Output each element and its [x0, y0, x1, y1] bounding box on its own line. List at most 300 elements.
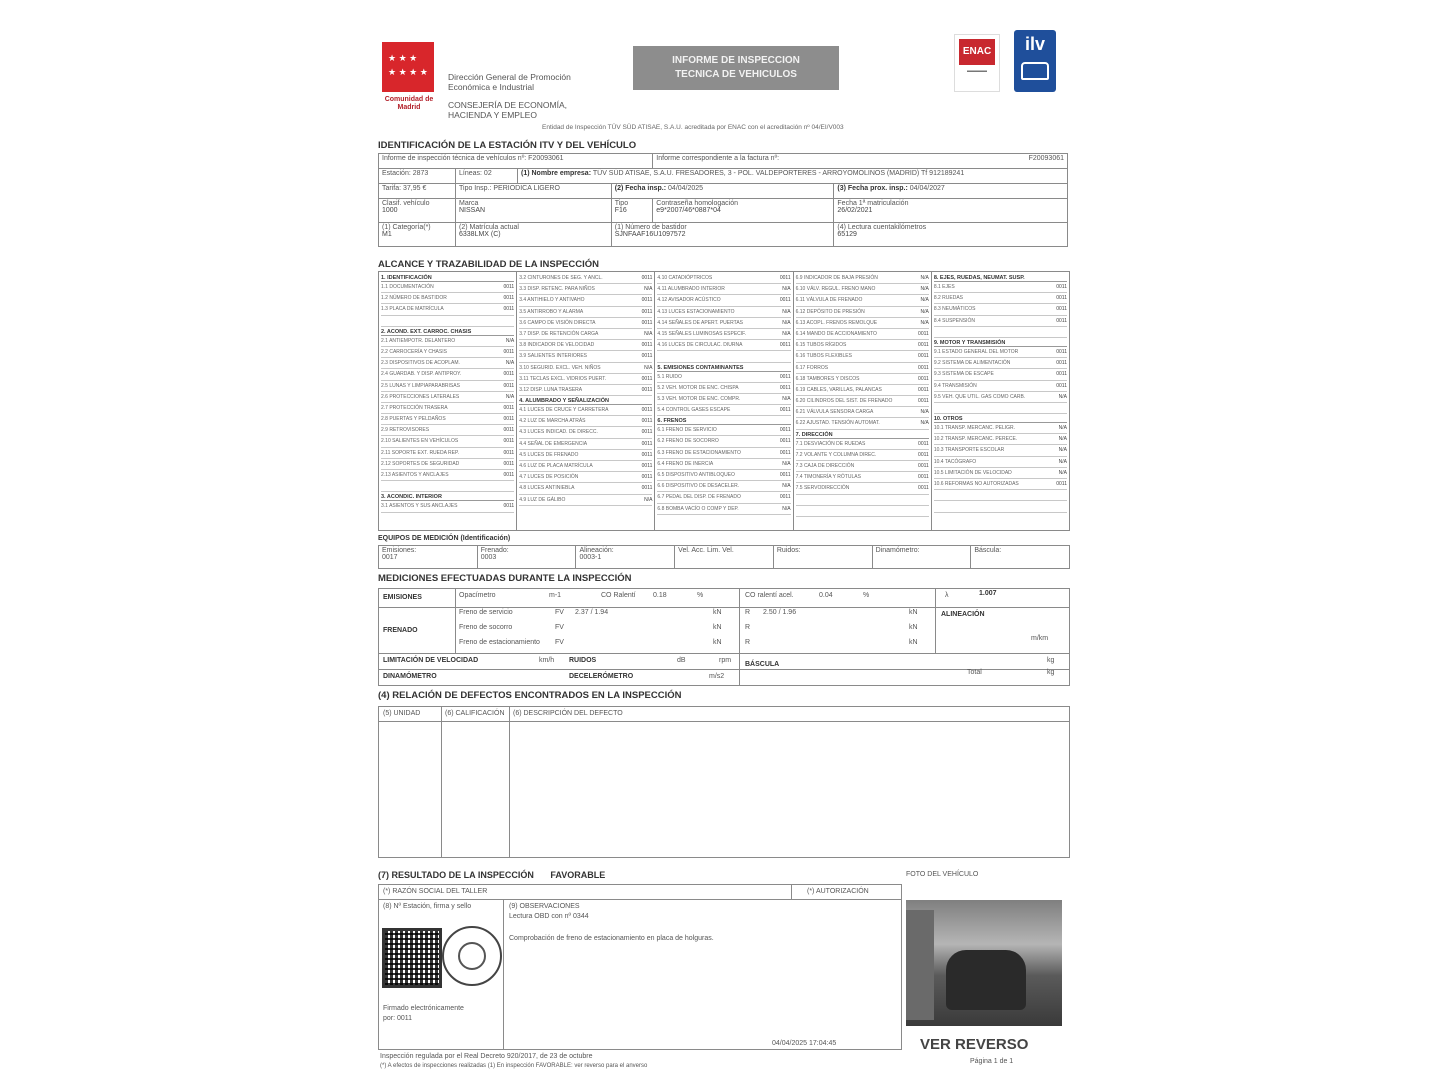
scope-item-status: 0011: [918, 375, 929, 382]
scope-item-status: N/A: [920, 286, 929, 293]
brake-row-label: Freno de estacionamiento: [459, 639, 540, 646]
scope-item-name: 8.4 SUSPENSIÓN: [933, 317, 975, 324]
scope-item-status: 0011: [503, 306, 515, 313]
equipment-value: 0003-1: [579, 554, 602, 561]
scope-item-name: 4.5 LUCES DE FRENADO: [519, 451, 579, 458]
brake-front-unit: kN: [713, 609, 722, 616]
scope-item: [934, 293, 1067, 304]
bascula-unit-2: kg: [1047, 669, 1055, 676]
plate-number: 6338LMX (C): [459, 231, 501, 238]
scope-item-name: 3.12 DISP. LUNA TRASERA: [519, 386, 583, 393]
scope-item: [934, 457, 1067, 468]
scope-item: [519, 495, 652, 506]
page-number: Página 1 de 1: [970, 1058, 1014, 1065]
emisiones-label: EMISIONES: [383, 594, 422, 601]
scope-item-status: N/A: [920, 420, 929, 427]
scope-item: [381, 336, 514, 347]
bascula-total-label: Total: [967, 669, 982, 676]
madrid-flag-icon: ★ ★ ★ ★ ★ ★ ★: [382, 42, 434, 92]
scope-item-status: 0011: [779, 449, 791, 456]
scope-item-status: N/A: [782, 308, 791, 315]
scope-item-status: 0011: [1056, 348, 1068, 355]
scope-item-status: N/A: [505, 393, 515, 400]
station-number: 2873: [412, 170, 429, 177]
equipment-row: [378, 545, 1070, 569]
scope-item-status: 0011: [641, 418, 653, 425]
observations-label: (9) OBSERVACIONES: [509, 903, 580, 910]
scope-item-status: N/A: [644, 496, 653, 503]
scope-item: [934, 445, 1067, 456]
scope-item: [934, 468, 1067, 479]
lambda-label: λ: [945, 592, 949, 599]
scope-item-name: 2.12 SOPORTES DE SEGURIDAD: [381, 460, 460, 467]
scope-item-name: 4.8 LUCES ANTINIEBLA: [519, 485, 575, 492]
scope-item-name: 3.1 ASIENTOS Y SUS ANCLAJES: [381, 503, 458, 510]
scope-item: [934, 381, 1067, 392]
scope-item-status: 0011: [641, 375, 653, 382]
scope-item-status: 0011: [641, 407, 653, 414]
scope-item: [934, 479, 1067, 490]
bascula-unit-1: kg: [1047, 657, 1055, 664]
scope-item: [381, 304, 514, 315]
scope-item: [519, 329, 652, 340]
scope-item: [519, 483, 652, 494]
identification-title: IDENTIFICACIÓN DE LA ESTACIÓN ITV Y DEL VEHÍCULO: [378, 140, 637, 151]
scope-item-name: 3.11 TECLAS EXCL. VIDRIOS PUERT.: [519, 375, 607, 382]
scope-item: [519, 351, 652, 362]
limitacion-unit: km/h: [539, 657, 555, 664]
org-line-2: Económica e Industrial: [448, 82, 534, 92]
car-icon: [1021, 62, 1049, 80]
scope-item-name: 4.7 LUCES DE POSICIÓN: [519, 474, 579, 481]
scope-item-status: 0011: [1056, 284, 1068, 290]
scope-item: [381, 293, 514, 304]
enac-logo: ENAC ▬▬▬▬: [954, 34, 1000, 92]
scope-item: [657, 273, 790, 284]
scope-item-name: 6.4 FRENO DE INERCIA: [657, 460, 714, 467]
scope-item-name: 2.7 PROTECCIÓN TRASERA: [381, 404, 448, 411]
scope-item-status: 0011: [503, 371, 515, 378]
scope-item-status: 0011: [503, 503, 515, 510]
scope-item-name: 6.17 FORROS: [795, 364, 829, 371]
scope-item-name: 6.1 FRENO DE SERVICIO: [657, 427, 717, 434]
inspection-report-page: [372, 28, 1072, 1074]
ruidos-rpm-unit: rpm: [719, 657, 732, 664]
brake-rear-label: R: [745, 624, 751, 631]
scope-item-status: 0011: [641, 319, 653, 326]
scope-item-name: 8.3 NEUMÁTICOS: [933, 306, 976, 313]
scope-item: [519, 340, 652, 351]
scope-item: [934, 304, 1067, 315]
scope-section-heading: 6. FRENOS: [657, 418, 790, 425]
scope-column: [932, 272, 1069, 530]
observation-1: Lectura OBD con nº 0344: [509, 913, 589, 920]
scope-item-name: 6.20 CILINDROS DEL SIST. DE FRENADO: [795, 398, 893, 405]
scope-column: [379, 272, 517, 530]
scope-item: [657, 307, 790, 318]
brake-rear-unit: kN: [909, 624, 918, 631]
scope-item: [519, 374, 652, 385]
scope-item-name: 5.1 RUIDO: [657, 373, 682, 380]
alineacion-label: ALINEACIÓN: [941, 611, 985, 618]
company-name: TÜV SÜD ATISAE, S.A.U. FRESADORES, 3 - POL. VALDEPORTERES - ARROYOMOLINOS (MADRID) Tf 912189241: [592, 170, 965, 177]
scope-item: [796, 385, 929, 396]
scope-item-status: 0011: [641, 342, 653, 349]
scope-item: [934, 347, 1067, 358]
ilv-label: ilv: [1024, 34, 1045, 54]
co-ralenti-unit: %: [697, 592, 704, 599]
scope-item-status: N/A: [1058, 425, 1068, 432]
defects-col-description: (6) DESCRIPCIÓN DEL DEFECTO: [513, 710, 623, 717]
scope-item: [934, 316, 1067, 327]
dinamometro-label: DINAMÓMETRO: [383, 673, 437, 680]
scope-item-name: 6.8 BOMBA VACÍO O COMP Y DEP.: [657, 505, 739, 512]
scope-item-status: 0011: [918, 364, 929, 371]
scope-item: [381, 414, 514, 425]
scope-item-status: 0011: [1056, 295, 1068, 302]
brake-rear-label: R: [745, 639, 751, 646]
scope-item-name: 10.6 REFORMAS NO AUTORIZADAS: [933, 481, 1019, 487]
equipment-label: Dinamómetro:: [875, 547, 920, 554]
equipment-cell: [774, 546, 873, 568]
scope-item-name: 7.2 VOLANTE Y COLUMNA DIREC.: [795, 451, 877, 458]
scope-item-status: 0011: [779, 427, 791, 434]
scope-item-status: N/A: [1058, 447, 1068, 454]
scope-item-status: 0011: [641, 440, 653, 447]
scope-item-name: 10.1 TRANSP. MERCANC. PELIGR.: [933, 425, 1016, 432]
co-ralenti-label: CO Ralentí: [601, 592, 636, 599]
enac-label: ENAC: [959, 39, 995, 65]
scope-item-name: 2.1 ANTIEMPOTR. DELANTERO: [381, 337, 456, 344]
scope-item-name: 1.3 PLACA DE MATRÍCULA: [381, 306, 444, 313]
scope-item: [796, 273, 929, 284]
equipment-label: Emisiones:: [382, 547, 417, 554]
scope-section-heading: 7. DIRECCIÓN: [796, 432, 929, 439]
scope-item-name: 2.9 RETROVISORES: [381, 427, 430, 434]
scope-item-name: 6.6 DISPOSITIVO DE DESACELER.: [657, 483, 740, 490]
co-alto-label: CO ralentí acel.: [745, 592, 794, 599]
scope-item-status: 0011: [503, 404, 515, 411]
vin-number: SJNFAAF16U1097572: [614, 231, 686, 238]
scope-item-status: N/A: [782, 483, 791, 490]
scope-item-status: 0011: [641, 463, 653, 469]
title-line-1: INFORME DE INSPECCION: [672, 55, 800, 66]
scope-item-name: 4.14 SEÑALES DE APERT. PUERTAS: [657, 319, 743, 326]
scope-item: [519, 472, 652, 483]
scope-item-name: 10.3 TRANSPORTE ESCOLAR: [933, 447, 1005, 454]
scope-item-status: N/A: [920, 308, 929, 315]
scope-item: [519, 318, 652, 329]
result-line: [378, 870, 605, 880]
scope-item-status: N/A: [782, 505, 791, 512]
scope-item-name: 6.14 MANDO DE ACCIONAMIENTO: [795, 330, 877, 337]
scope-item-status: N/A: [644, 286, 653, 293]
scope-item: [796, 439, 929, 450]
scope-title: ALCANCE Y TRAZABILIDAD DE LA INSPECCIÓN: [378, 259, 599, 270]
scope-item: [381, 459, 514, 470]
signed-by: por: 0011: [383, 1015, 413, 1022]
scope-item-status: N/A: [920, 297, 929, 304]
homologation: e9*2007/46*0887*04: [656, 207, 721, 214]
scope-item-status: 0011: [779, 297, 791, 304]
workshop-auth-label: (*) AUTORIZACIÓN: [807, 888, 869, 895]
scope-item-name: 5.4 CONTROL GASES ESCAPE: [657, 407, 731, 414]
scope-item: [381, 381, 514, 392]
scope-section-heading: 10. OTROS: [934, 416, 1067, 423]
scope-item: [519, 307, 652, 318]
scope-item-status: 0011: [503, 284, 515, 290]
ver-reverso-link[interactable]: VER REVERSO: [920, 1036, 1029, 1053]
scope-item: [796, 329, 929, 340]
scope-item-name: 6.18 TAMBORES Y DISCOS: [795, 375, 860, 382]
scope-item-status: 0011: [641, 429, 653, 436]
scope-item-status: 0011: [779, 373, 791, 380]
brake-front-label: FV: [555, 639, 564, 646]
defects-title: (4) RELACIÓN DE DEFECTOS ENCONTRADOS EN LA INSPECCIÓN: [378, 690, 682, 701]
invoice-number: F20093061: [1028, 155, 1064, 162]
scope-item: [381, 436, 514, 447]
car-photo-icon: [946, 950, 1026, 1010]
brake-row-label: Freno de socorro: [459, 624, 513, 631]
scope-item-name: 3.10 SEGURID. EXCL. VEH. NIÑOS: [519, 364, 601, 371]
scope-item: [657, 459, 790, 470]
scope-item-name: 6.3 FRENO DE ESTACIONAMIENTO: [657, 449, 741, 456]
scope-item-status: 0011: [918, 386, 929, 393]
scope-item: [796, 461, 929, 472]
measurements-box: [378, 588, 1070, 686]
scope-item: [657, 492, 790, 503]
scope-item: [657, 329, 790, 340]
brake-front-label: FV: [555, 609, 564, 616]
scope-item-name: 6.19 CABLES, VARILLAS, PALANCAS: [795, 386, 882, 393]
scope-item-status: 0011: [641, 275, 653, 281]
scope-item-name: 3.4 ANTIHIELO Y ANTIVAHO: [519, 297, 585, 304]
scope-item-status: 0011: [918, 440, 929, 447]
scope-column: [794, 272, 932, 530]
scope-item-status: 0011: [918, 463, 929, 469]
scope-item: [934, 369, 1067, 380]
scope-item: [519, 385, 652, 396]
scope-item-name: 4.11 ALUMBRADO INTERIOR: [657, 286, 725, 293]
scope-item-status: 0011: [918, 330, 929, 337]
equipment-title: EQUIPOS DE MEDICIÓN (Identificación): [378, 535, 511, 542]
scope-item: [381, 369, 514, 380]
scope-item-name: 1.2 NÚMERO DE BASTIDOR: [381, 295, 447, 302]
scope-item-name: 10.5 LIMITACIÓN DE VELOCIDAD: [933, 469, 1012, 476]
scope-item: [381, 425, 514, 436]
scope-item-status: 0011: [779, 472, 791, 478]
defects-col-rating: (6) CALIFICACIÓN: [445, 710, 505, 717]
equipment-value: 0017: [382, 554, 398, 561]
service-brake-rear-value: 2.50 / 1.96: [763, 609, 797, 616]
photo-timestamp: 04/04/2025 17:04:45: [772, 1040, 837, 1047]
service-brake-front-value: 2.37 / 1.94: [575, 609, 609, 616]
scope-item: [934, 434, 1067, 445]
scope-item: [657, 340, 790, 351]
scope-item-name: 4.10 CATADIÓPTRICOS: [657, 275, 713, 281]
equipment-cell: [873, 546, 972, 568]
scope-item-name: 4.9 LUZ DE GÁLIBO: [519, 496, 566, 503]
inspection-date: 04/04/2025: [668, 185, 704, 192]
scope-item-status: 0011: [641, 297, 653, 304]
scope-item-status: 0011: [918, 474, 929, 481]
scope-section-heading: 3. ACONDIC. INTERIOR: [381, 494, 514, 501]
brake-front-label: FV: [555, 624, 564, 631]
scope-item-status: 0011: [779, 494, 791, 501]
scope-column: [655, 272, 793, 530]
scope-item-name: 4.13 LUCES ESTACIONAMIENTO: [657, 308, 735, 315]
scope-item-name: 2.4 GUARDAB. Y DISP. ANTIPROY.: [381, 371, 462, 378]
scope-item-status: 0011: [503, 438, 515, 445]
scope-item: [381, 501, 514, 512]
vehicle-type: F16: [614, 207, 627, 214]
scope-item: [796, 506, 929, 517]
scope-item-name: 4.16 LUCES DE CIRCULAC. DIURNA: [657, 342, 743, 349]
station-seal-icon: [442, 926, 502, 986]
scope-item: [657, 372, 790, 383]
alineacion-unit: m/km: [1031, 635, 1049, 642]
scope-item-status: 0011: [1056, 481, 1068, 487]
scope-item-name: 4.12 AVISADOR ACÚSTICO: [657, 297, 721, 304]
scope-item-status: 0011: [641, 386, 653, 393]
scope-item-status: 0011: [1056, 306, 1068, 313]
report-number: F20093061: [528, 155, 564, 162]
scope-item: [381, 347, 514, 358]
scope-item: [796, 450, 929, 461]
scope-item: [657, 394, 790, 405]
equipment-value: 0003: [480, 554, 497, 561]
scope-item-name: 6.10 VÁLV. REGUL. FRENO MANO: [795, 286, 876, 293]
scope-item: [657, 470, 790, 481]
scope-item: [381, 470, 514, 481]
report-title: [633, 46, 839, 90]
scope-item-name: 2.3 DISPOSITIVOS DE ACOPLAM.: [381, 360, 460, 367]
next-inspection-date: 04/04/2027: [909, 185, 945, 192]
scope-item: [796, 307, 929, 318]
scope-item-status: 0011: [503, 427, 515, 434]
equipment-cell: [576, 546, 675, 568]
scope-item: [934, 327, 1067, 338]
vehicle-class: 1000: [382, 207, 398, 214]
scope-item-status: 0011: [918, 342, 929, 349]
scope-item-status: N/A: [1058, 393, 1068, 400]
scope-item-name: 4.15 SEÑALES LUMINOSAS ESPECIF.: [657, 330, 747, 337]
equipment-label: Ruidos:: [776, 547, 801, 554]
scope-item: [657, 405, 790, 416]
scope-section-heading: 4. ALUMBRADO Y SEÑALIZACIÓN: [519, 398, 652, 405]
lines-value: 02: [483, 170, 492, 177]
brake-rear-label: R: [745, 609, 751, 616]
scope-item: [657, 481, 790, 492]
scope-item-status: 0011: [918, 353, 929, 360]
scope-item-name: 6.12 DEPÓSITO DE PRESIÓN: [795, 308, 865, 315]
scope-item: [657, 504, 790, 515]
signed-label: Firmado electrónicamente: [383, 1005, 464, 1012]
scope-item: [796, 407, 929, 418]
scope-item-name: 7.5 SERVODIRECCIÓN: [795, 485, 850, 492]
scope-item: [796, 495, 929, 506]
scope-item: [657, 425, 790, 436]
scope-item-name: 2.6 PROTECCIONES LATERALES: [381, 393, 460, 400]
scope-item: [657, 383, 790, 394]
scope-item: [657, 351, 790, 362]
workshop-label: (*) RAZÓN SOCIAL DEL TALLER: [383, 888, 488, 895]
scope-item: [934, 282, 1067, 293]
scope-item: [519, 461, 652, 472]
equipment-label: Alineación:: [579, 547, 614, 554]
equipment-label: Frenado:: [480, 547, 509, 554]
scope-section-heading: 9. MOTOR Y TRANSMISIÓN: [934, 340, 1067, 347]
scope-item-status: N/A: [1058, 436, 1068, 443]
scope-item-status: N/A: [782, 460, 791, 467]
scope-item-status: 0011: [1056, 360, 1068, 367]
scope-item-status: 0011: [1056, 317, 1068, 324]
scope-item-status: 0011: [779, 438, 791, 445]
equipment-label: Báscula:: [974, 547, 1002, 554]
scope-section-heading: 2. ACOND. EXT. CARROC. CHASIS: [381, 329, 514, 336]
org-brand: Comunidad de Madrid: [384, 96, 434, 111]
scope-item: [657, 318, 790, 329]
scope-item-status: 0011: [779, 342, 791, 349]
scope-item: [519, 427, 652, 438]
observation-2: Comprobación de freno de estacionamiento en placa de holguras.: [509, 935, 714, 942]
scope-item-name: 4.2 LUZ DE MARCHA ATRÁS: [519, 418, 586, 425]
scope-item-status: 0011: [918, 398, 929, 405]
scope-item-status: 0011: [641, 474, 653, 481]
org-directorate: [448, 72, 571, 92]
result-title: (7) RESULTADO DE LA INSPECCIÓN: [378, 870, 534, 880]
scope-item: [934, 358, 1067, 369]
comunidad-madrid-logo: [382, 42, 436, 122]
scope-item-status: N/A: [782, 286, 791, 293]
decelerometro-label: DECELERÓMETRO: [569, 673, 634, 680]
scope-item: [519, 439, 652, 450]
org-line-3: CONSEJERÍA DE ECONOMÍA,: [448, 100, 568, 110]
scope-item: [519, 405, 652, 416]
scope-item-status: N/A: [782, 330, 791, 337]
photo-label: FOTO DEL VEHÍCULO: [906, 871, 979, 878]
scope-item-status: N/A: [920, 409, 929, 416]
rate-value: 37,95 €: [403, 185, 427, 192]
scope-item-name: 7.4 TIMONERÍA Y RÓTULAS: [795, 474, 861, 481]
first-registration: 26/02/2021: [837, 207, 873, 214]
scope-item-name: 2.10 SALIENTES EN VEHÍCULOS: [381, 438, 459, 445]
scope-item-status: N/A: [1058, 458, 1068, 465]
scope-item: [519, 416, 652, 427]
co-ralenti-value: 0.18: [653, 592, 667, 599]
scope-item-name: 6.13 ACOPL. FRENOS REMOLQUE: [795, 319, 878, 326]
scope-item: [796, 396, 929, 407]
scope-item-name: 1.1 DOCUMENTACIÓN: [381, 284, 434, 290]
scope-item-name: 4.3 LUCES INDICAD. DE DIRECC.: [519, 429, 598, 436]
equipment-cell: [971, 546, 1069, 568]
defects-table: [378, 706, 1070, 858]
scope-item-status: 0011: [641, 353, 653, 360]
scope-item: [657, 436, 790, 447]
scope-item-name: 9.3 SISTEMA DE ESCAPE: [933, 371, 994, 378]
scope-item-status: N/A: [920, 319, 929, 326]
scope-item-status: 0011: [641, 451, 653, 458]
equipment-label: Vel. Acc. Lim. Vel.: [678, 547, 734, 554]
scope-grid: [378, 271, 1070, 531]
scope-item-name: 3.3 DISP. RETENC. PARA NIÑOS: [519, 286, 595, 293]
scope-item-status: N/A: [644, 330, 653, 337]
vehicle-photo: [906, 900, 1062, 1026]
inspection-type: PERIODICA LIGERO: [493, 185, 560, 192]
scope-item: [381, 316, 514, 327]
qr-code-icon: [382, 928, 442, 988]
scope-item-name: 6.16 TUBOS FLEXIBLES: [795, 353, 852, 360]
